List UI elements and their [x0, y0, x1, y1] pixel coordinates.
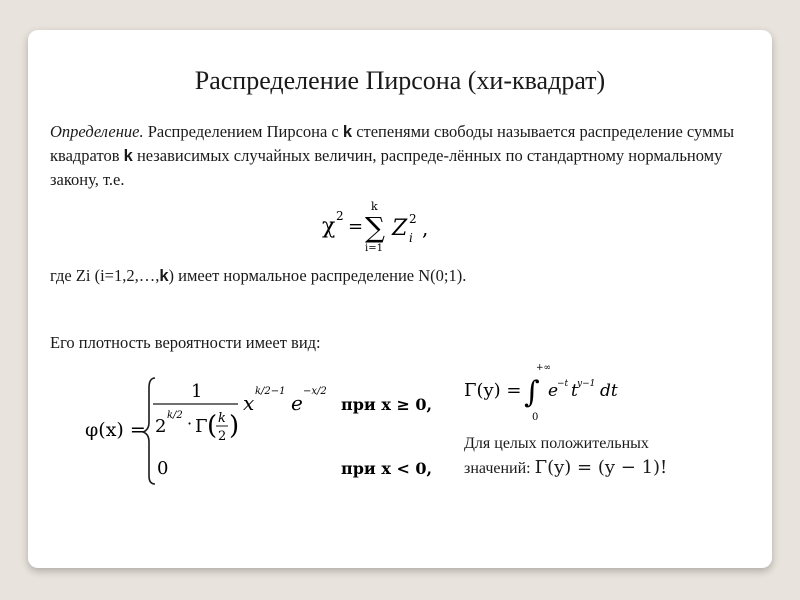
- definition-text-2: степенями свободы называется распределение суммы квадратов: [50, 122, 735, 165]
- definition-k-2: k: [123, 147, 133, 165]
- where-text-2: ) имеет нормальное распределение N(0;1).: [168, 266, 467, 285]
- sum-sign: ∑: [365, 211, 385, 244]
- definition-text-1: Распределением Пирсона с: [147, 122, 339, 141]
- gamma-symbol: Γ: [195, 416, 208, 437]
- chi-symbol: χ: [322, 214, 336, 239]
- integrand-t: t: [571, 381, 578, 401]
- gamma-lhs: Γ(y) =: [464, 380, 522, 401]
- definition-paragraph: [50, 120, 750, 192]
- gamma-open-paren: (: [207, 411, 218, 441]
- where-line: [50, 264, 750, 288]
- condition-negative: при x < 0,: [341, 459, 433, 478]
- gamma-close-paren: ): [229, 411, 240, 441]
- definition-k-1: k: [342, 123, 353, 141]
- z-exponent: 2: [409, 212, 417, 226]
- sum-upper: k: [371, 200, 378, 213]
- density-formula: [83, 370, 443, 490]
- chi-comma: ,: [422, 216, 429, 240]
- gamma-arg-k: k: [218, 411, 226, 426]
- slide: [28, 30, 772, 568]
- chi-square-formula: [318, 200, 448, 256]
- z-subscript: i: [409, 231, 413, 245]
- density-lhs: φ(x) =: [85, 419, 146, 441]
- definition-label: Определение.: [50, 122, 144, 141]
- denominator-exponent: k/2: [167, 410, 183, 421]
- z-variable: Z: [392, 216, 408, 241]
- page-title: Распределение Пирсона (хи-квадрат): [194, 66, 606, 95]
- integrand-e: e: [548, 381, 559, 401]
- gamma-arg-2: 2: [218, 429, 227, 444]
- integral-lower: 0: [532, 412, 539, 423]
- integrand-e-exponent: −t: [557, 379, 569, 389]
- x-exponent: k/2−1: [255, 386, 286, 397]
- e-exponent: −x/2: [303, 386, 327, 397]
- density-intro: Его плотность вероятности имеет вид:: [50, 333, 321, 352]
- x-base: x: [243, 391, 255, 415]
- gamma-definition: [460, 360, 660, 424]
- chi-exponent: 2: [336, 209, 344, 223]
- sum-lower: i=1: [365, 243, 383, 254]
- piecewise-brace: [143, 378, 155, 484]
- integrand-dt: dt: [600, 381, 618, 401]
- integral-upper: +∞: [536, 363, 552, 373]
- integer-note-label: значений:: [464, 460, 531, 477]
- integral-sign: ∫: [524, 375, 540, 410]
- denominator-dot: ·: [187, 414, 193, 433]
- integer-note-line1: Для целых положительных: [464, 435, 649, 452]
- where-k: k: [159, 267, 169, 285]
- integer-note: [464, 432, 667, 481]
- integrand-t-exponent: y−1: [577, 379, 596, 389]
- e-base: e: [291, 391, 303, 415]
- integer-note-line2: [464, 456, 667, 481]
- zero-value: 0: [157, 458, 169, 479]
- chi-equals: =: [348, 216, 364, 237]
- denominator-two: 2: [155, 416, 167, 437]
- where-text-1: где Zi (i=1,2,…,: [50, 266, 160, 285]
- condition-positive: при x ≥ 0,: [341, 395, 433, 414]
- factorial-formula: Γ(y) = (y − 1)!: [534, 457, 668, 478]
- fraction-numerator: 1: [191, 381, 203, 402]
- definition-text-3: независимых случайных величин, распреде-лённых по стандартному нормальному закону, т.е.: [50, 146, 723, 189]
